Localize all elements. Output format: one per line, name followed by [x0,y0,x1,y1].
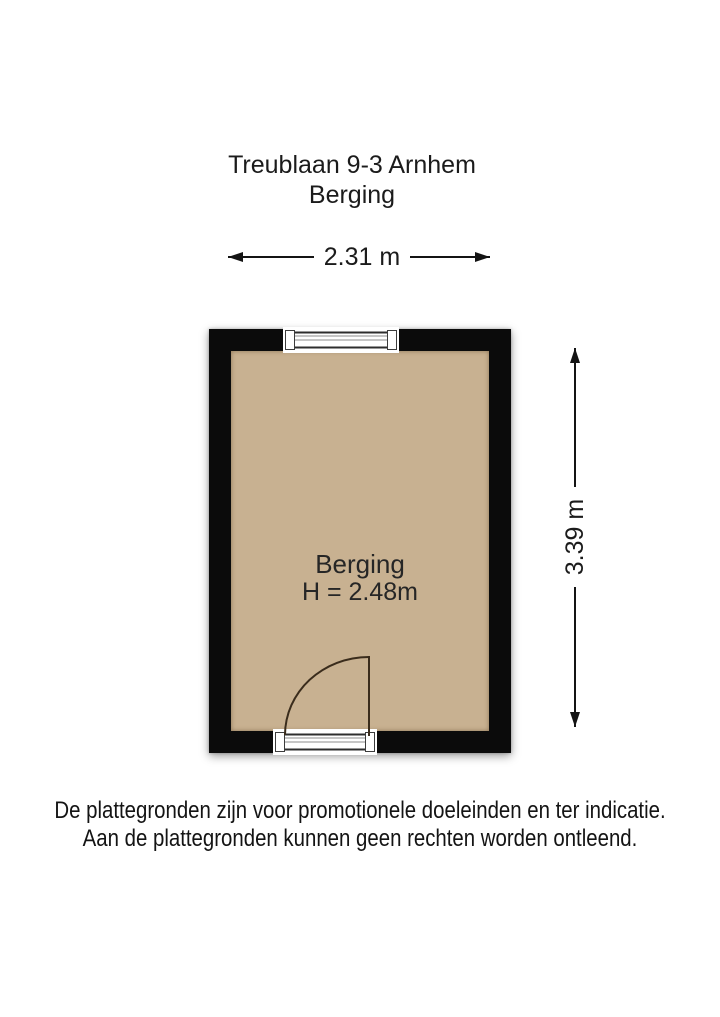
top-window-icon [283,327,399,353]
floorplan-walls [209,329,511,753]
room-ceiling-height: H = 2.48m [301,578,419,606]
disclaimer-line1: De plattegronden zijn voor promotionele doeleinden en ter indicatie. [54,797,666,824]
arrow-up-icon [570,348,580,363]
window-glazing-icon [285,734,365,751]
window-post-icon [285,330,295,350]
arrow-down-icon [570,712,580,727]
address-title: Treublaan 9-3 Arnhem [228,151,476,179]
disclaimer [0,797,720,853]
window-post-icon [387,330,397,350]
window-post-icon [365,732,375,752]
window-glazing-icon [295,332,387,349]
arrow-left-icon [228,252,243,262]
window-post-icon [275,732,285,752]
room-title: Berging [308,181,396,209]
room-name: Berging [315,549,405,579]
page-title [0,150,704,210]
height-dimension-label: 3.39 m [560,487,590,587]
width-dimension-label: 2.31 m [314,242,410,272]
arrow-right-icon [475,252,490,262]
door-leaf-icon [368,656,370,736]
disclaimer-line2: Aan de plattegronden kunnen geen rechten worden ontleend. [82,825,638,852]
room-label [231,550,489,606]
